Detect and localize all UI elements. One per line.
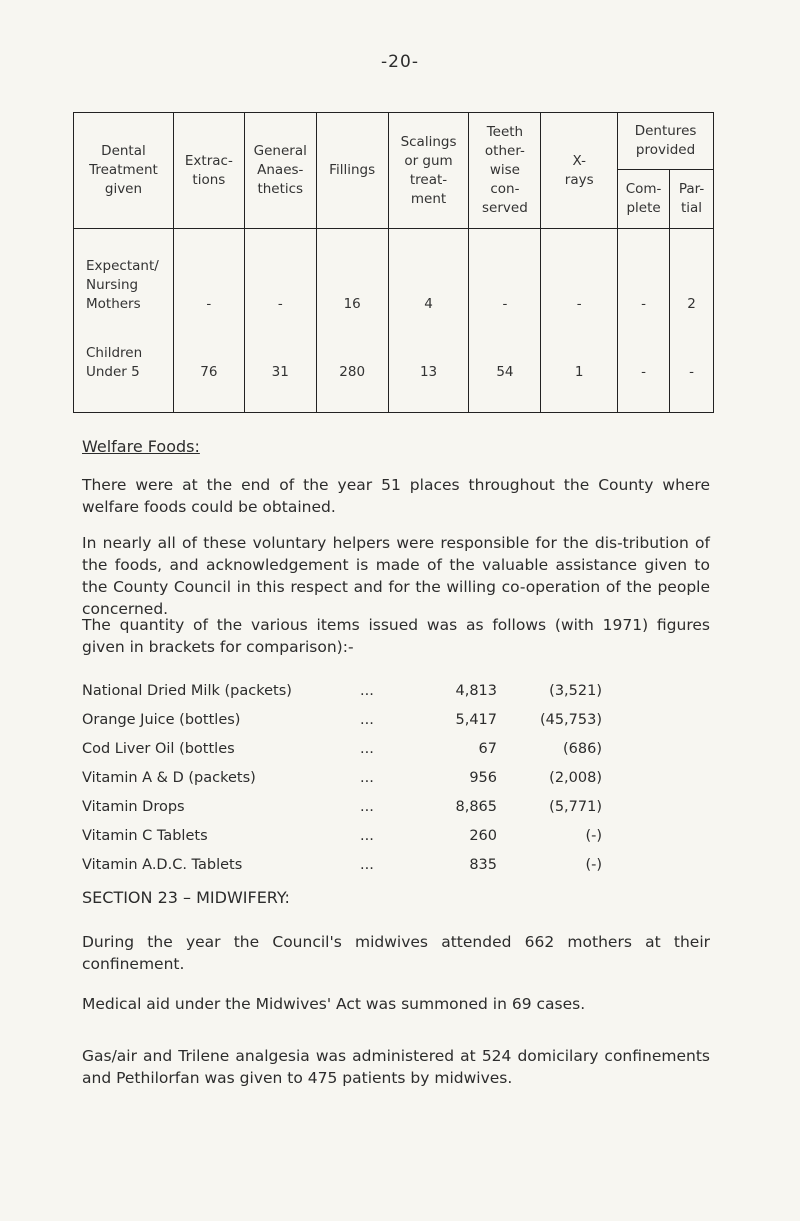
- welfare-paragraph-2: In nearly all of these voluntary helpers were responsible for the dis-tribution of the foods, and acknowledgement is made of the valuable assistance given to the County Council in this respect and for the willing co-operation of the people concerned.: [82, 534, 710, 618]
- fillings-cell: 16 280: [316, 229, 388, 413]
- header-teeth-otherwise: Teeth other- wise con- served: [469, 113, 541, 229]
- complete-cell: - -: [618, 229, 670, 413]
- midwifery-heading: SECTION 23 – MIDWIFERY:: [82, 888, 290, 907]
- welfare-items-list: [82, 683, 602, 886]
- list-item: Orange Juice (bottles) ... 5,417 (45,753): [82, 712, 602, 728]
- partial-cell: 2 -: [670, 229, 714, 413]
- xrays-cell: - 1: [541, 229, 618, 413]
- welfare-foods-heading: Welfare Foods:: [82, 437, 200, 456]
- header-scalings: Scalings or gum treat- ment: [388, 113, 469, 229]
- header-xrays: X- rays: [541, 113, 618, 229]
- header-dentures: Dentures provided: [618, 113, 714, 170]
- header-fillings: Fillings: [316, 113, 388, 229]
- midwifery-paragraph-3: Gas/air and Trilene analgesia was administered at 524 domicilary confinements and Pethilorfan was given to 475 patients by midwives.: [82, 1047, 710, 1087]
- header-extractions: Extrac- tions: [173, 113, 244, 229]
- scalings-cell: 4 13: [388, 229, 469, 413]
- midwifery-paragraph-1: During the year the Council's midwives attended 662 mothers at their confinement.: [82, 933, 710, 973]
- list-item: Cod Liver Oil (bottles ... 67 (686): [82, 741, 602, 757]
- midwifery-paragraph-2: Medical aid under the Midwives' Act was summoned in 69 cases.: [82, 995, 586, 1013]
- list-item: Vitamin A.D.C. Tablets ... 835 (-): [82, 857, 602, 873]
- list-item: Vitamin A & D (packets) ... 956 (2,008): [82, 770, 602, 786]
- welfare-paragraph-1: There were at the end of the year 51 places throughout the County where welfare foods could be obtained.: [82, 476, 710, 516]
- page-number: -20-: [381, 52, 419, 72]
- teeth-otherwise-cell: - 54: [469, 229, 541, 413]
- header-anaesthetics: General Anaes- thetics: [244, 113, 316, 229]
- extractions-cell: - 76: [173, 229, 244, 413]
- anaesthetics-cell: - 31: [244, 229, 316, 413]
- header-complete: Com- plete: [618, 170, 670, 229]
- list-item: National Dried Milk (packets) ... 4,813 (3,521): [82, 683, 602, 699]
- list-item: Vitamin Drops ... 8,865 (5,771): [82, 799, 602, 815]
- row-labels: Expectant/ Nursing Mothers Children Under 5: [74, 229, 174, 413]
- table-row: [74, 229, 714, 413]
- header-treatment: Dental Treatment given: [74, 113, 174, 229]
- list-item: Vitamin C Tablets ... 260 (-): [82, 828, 602, 844]
- dental-treatment-table: [73, 112, 714, 413]
- header-partial: Par- tial: [670, 170, 714, 229]
- welfare-paragraph-3: The quantity of the various items issued was as follows (with 1971) figures given in brackets for comparison):-: [82, 616, 710, 656]
